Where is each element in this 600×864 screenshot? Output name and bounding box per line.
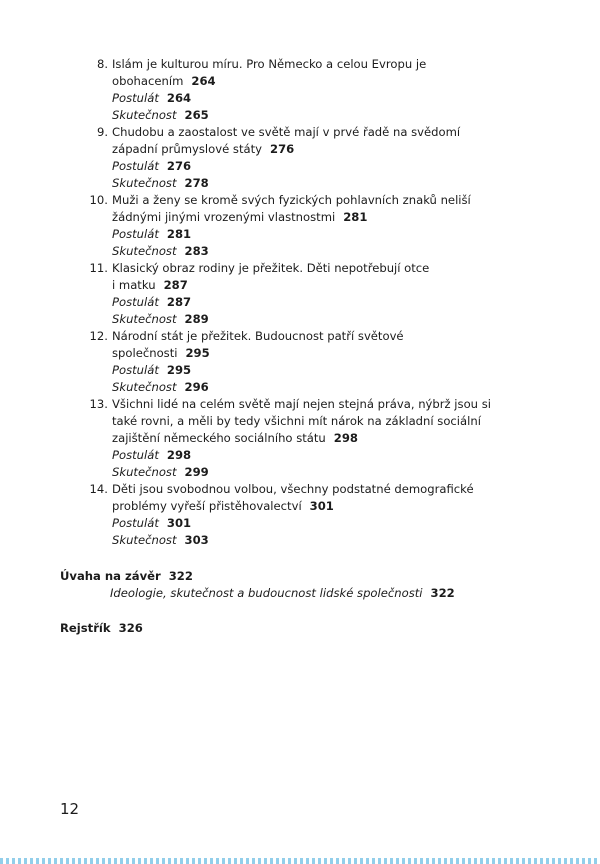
skutecnost-page: 278 <box>184 176 209 190</box>
entry-title-line: obohacením 264 <box>112 74 216 88</box>
postulat-line: Postulát 276 <box>112 159 192 173</box>
entry-title-line: Chudobu a zaostalost ve světě mají v prvé řadě na svědomí <box>112 125 461 139</box>
entry-number: 14. <box>89 482 108 496</box>
postulat-page: 298 <box>166 448 192 462</box>
postulat-line: Postulát 287 <box>112 295 192 309</box>
skutecnost-line: Skutečnost 265 <box>112 108 209 122</box>
toc-entry <box>80 124 580 192</box>
postulat-line: Postulát 298 <box>112 448 192 462</box>
entry-title-line: problémy vyřeší přistěhovalectví 301 <box>112 499 334 513</box>
entry-number: 9. <box>96 125 108 139</box>
entry-title-line: Národní stát je přežitek. Budoucnost patří světové <box>112 329 404 343</box>
entry-title-line: Muži a ženy se kromě svých fyzických pohlavních znaků neliší <box>112 193 471 207</box>
page-edge-border <box>0 858 600 864</box>
skutecnost-line: Skutečnost 299 <box>112 465 209 479</box>
uvaha-subtitle: Ideologie, skutečnost a budoucnost lidské společnosti 322 <box>110 586 455 600</box>
entry-page: 287 <box>163 278 188 292</box>
entry-number: 13. <box>89 397 108 411</box>
entry-title-line: Islám je kulturou míru. Pro Německo a celou Evropu je <box>112 57 427 71</box>
postulat-line: Postulát 301 <box>112 516 192 530</box>
entry-title-line: i matku 287 <box>112 278 188 292</box>
toc-entry <box>80 56 580 124</box>
entry-title-line: Všichni lidé na celém světě mají nejen stejná práva, nýbrž jsou si <box>112 397 491 411</box>
entry-page: 276 <box>270 142 295 156</box>
skutecnost-page: 289 <box>184 312 209 326</box>
entry-page: 295 <box>185 346 210 360</box>
toc-entry <box>80 192 580 260</box>
entry-title-line: zajištění německého sociálního státu 298 <box>112 431 358 445</box>
entry-title-line: západní průmyslové státy 276 <box>112 142 295 156</box>
entry-page: 298 <box>333 431 358 445</box>
skutecnost-page: 299 <box>184 465 209 479</box>
toc-entry <box>80 328 580 396</box>
entry-number: 12. <box>89 329 108 343</box>
postulat-page: 301 <box>166 516 192 530</box>
toc-entry <box>80 260 580 328</box>
page-number: 12 <box>60 800 80 818</box>
entry-title-line: Děti jsou svobodnou volbou, všechny podstatné demografické <box>112 482 474 496</box>
entry-number: 8. <box>96 57 108 71</box>
skutecnost-line: Skutečnost 283 <box>112 244 209 258</box>
entry-page: 301 <box>309 499 334 513</box>
postulat-line: Postulát 281 <box>112 227 192 241</box>
postulat-line: Postulát 264 <box>112 91 192 105</box>
skutecnost-line: Skutečnost 278 <box>112 176 209 190</box>
table-of-contents <box>80 56 580 549</box>
skutecnost-line: Skutečnost 303 <box>112 533 209 547</box>
skutecnost-page: 303 <box>184 533 209 547</box>
rejstrik-page: 326 <box>118 621 143 635</box>
toc-entry <box>80 396 580 481</box>
entry-number: 10. <box>89 193 108 207</box>
skutecnost-line: Skutečnost 296 <box>112 380 209 394</box>
postulat-line: Postulát 295 <box>112 363 192 377</box>
postulat-page: 264 <box>166 91 192 105</box>
entry-title-line: společnosti 295 <box>112 346 210 360</box>
entry-title-line: Klasický obraz rodiny je přežitek. Děti nepotřebují otce <box>112 261 430 275</box>
entry-title-line: žádnými jinými vrozenými vlastnostmi 281 <box>112 210 368 224</box>
rejstrik-section <box>60 620 143 637</box>
postulat-page: 276 <box>166 159 192 173</box>
postulat-page: 295 <box>166 363 192 377</box>
entry-number: 11. <box>89 261 108 275</box>
toc-entry <box>80 481 580 549</box>
uvaha-page: 322 <box>168 569 193 583</box>
postulat-page: 287 <box>166 295 192 309</box>
entry-title-line: také rovni, a měli by tedy všichni mít nárok na základní sociální <box>112 414 481 428</box>
entry-page: 281 <box>343 210 368 224</box>
entry-page: 264 <box>191 74 216 88</box>
postulat-page: 281 <box>166 227 192 241</box>
skutecnost-page: 296 <box>184 380 209 394</box>
skutecnost-page: 265 <box>184 108 209 122</box>
skutecnost-page: 283 <box>184 244 209 258</box>
uvaha-title: Úvaha na závěr 322 <box>60 569 193 583</box>
uvaha-subtitle-page: 322 <box>430 586 455 600</box>
skutecnost-line: Skutečnost 289 <box>112 312 209 326</box>
rejstrik-title: Rejstřík 326 <box>60 621 143 635</box>
uvaha-section <box>60 568 455 602</box>
